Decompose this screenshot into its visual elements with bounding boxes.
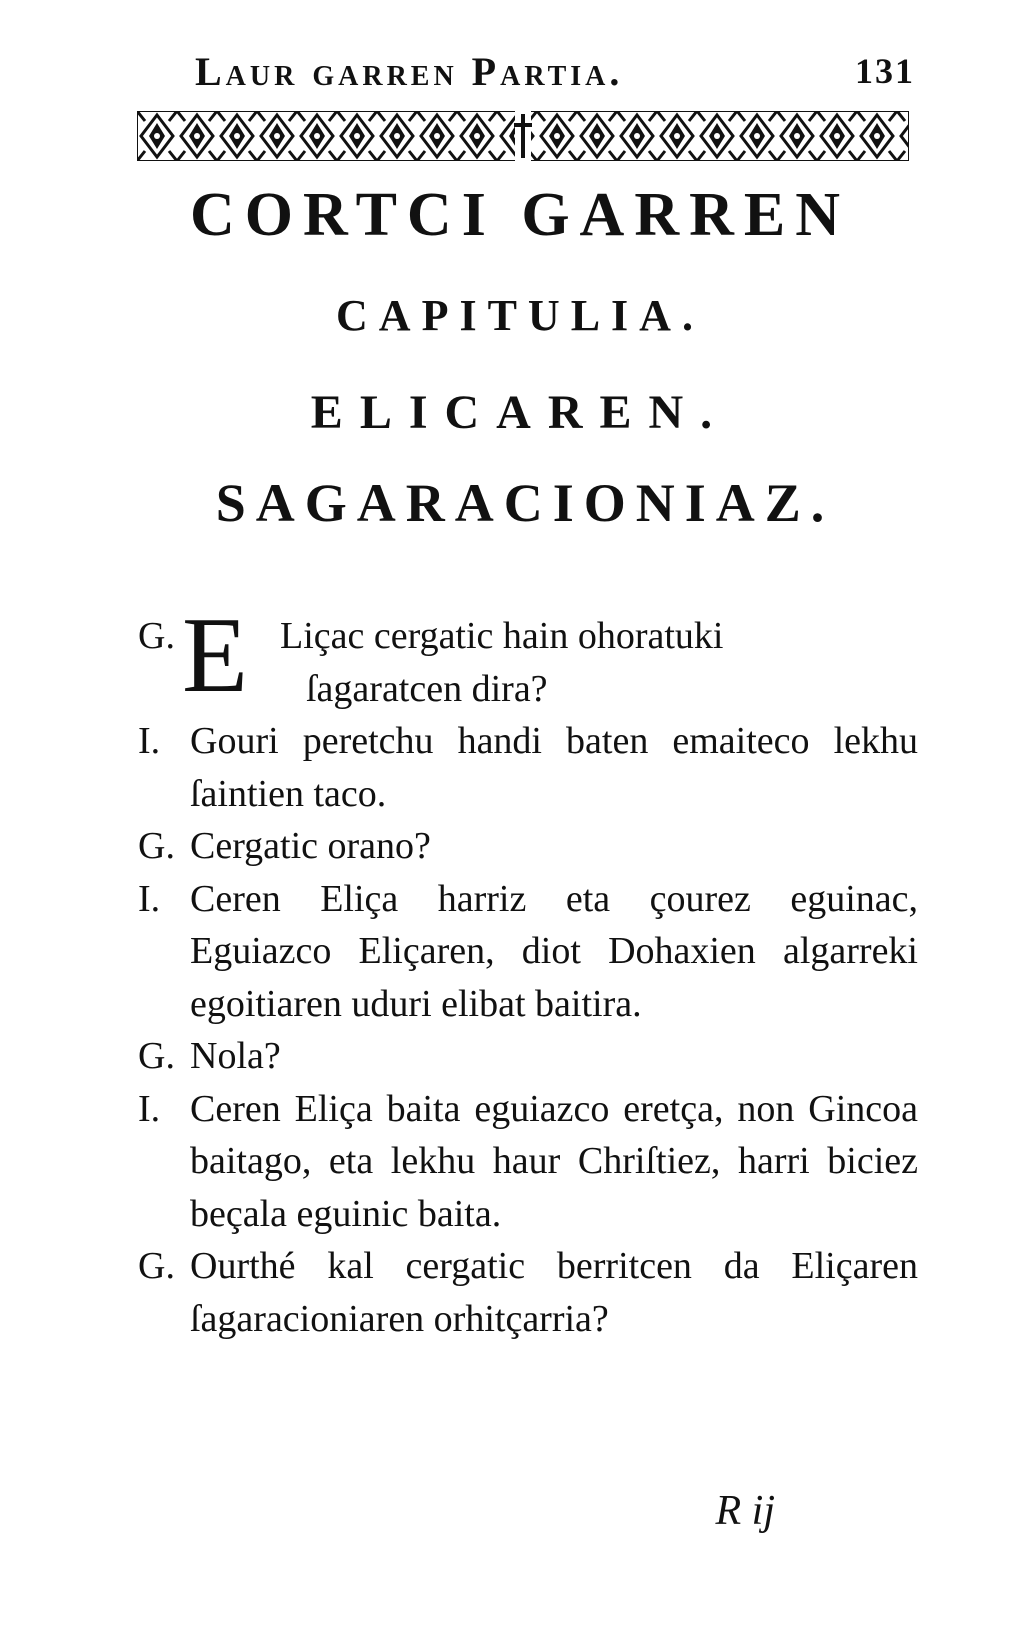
entry-text: Nola? xyxy=(190,1035,281,1077)
dialogue-entry xyxy=(138,596,918,715)
catechism-dialogue xyxy=(138,596,918,1345)
entry-text: Ceren Eliça baita eguiazco eretça, non Gincoa baitago, eta lekhu haur Chriſtiez, harri biciez beçala eguinic baita. xyxy=(190,1087,918,1235)
chapter-heading: CORTCI GARREN xyxy=(189,181,851,249)
entry-text: Liçac cergatic hain ohoratuki xyxy=(280,615,724,657)
chapter-label: CAPITULIA. xyxy=(336,291,704,340)
drop-capital: E xyxy=(182,596,248,715)
entry-text-continued: ſagaratcen dira? xyxy=(306,667,548,710)
signature-mark: R ij xyxy=(715,1488,775,1534)
printers-ornament-band xyxy=(137,111,909,161)
chapter-topic: SAGARACIONIAZ. xyxy=(215,473,835,533)
dialogue-entry xyxy=(138,820,918,873)
dialogue-entry xyxy=(138,1030,918,1083)
chapter-subject: ELICAREN. xyxy=(310,386,730,439)
speaker-label: G. xyxy=(138,615,175,657)
speaker-label: G. xyxy=(138,825,175,867)
speaker-label: I. xyxy=(138,1087,161,1130)
running-head-title: Laur garren Partia. xyxy=(195,49,624,94)
dialogue-entry xyxy=(138,1240,918,1345)
dialogue-entry xyxy=(138,1083,918,1241)
entry-text: Gouri peretchu handi baten emaiteco lekhu ſaintien taco. xyxy=(190,720,918,815)
speaker-label: I. xyxy=(138,720,161,762)
running-head xyxy=(195,48,915,108)
entry-text: Ceren Eliça harriz eta çourez eguinac, Eguiazco Eliçaren, diot Dohaxien algarreki egoitiaren uduri elibat baitira. xyxy=(190,877,918,1025)
dialogue-entry xyxy=(138,873,918,1031)
page-number: 131 xyxy=(855,51,915,91)
entry-text: Cergatic orano? xyxy=(190,825,431,867)
entry-text: Ourthé kal cergatic berritcen da Eliçaren ſagaracioniaren orhitçarria? xyxy=(190,1245,918,1340)
dialogue-entry xyxy=(138,715,918,820)
speaker-label: G. xyxy=(138,1245,175,1287)
speaker-label: G. xyxy=(138,1035,175,1077)
speaker-label: I. xyxy=(138,877,161,920)
